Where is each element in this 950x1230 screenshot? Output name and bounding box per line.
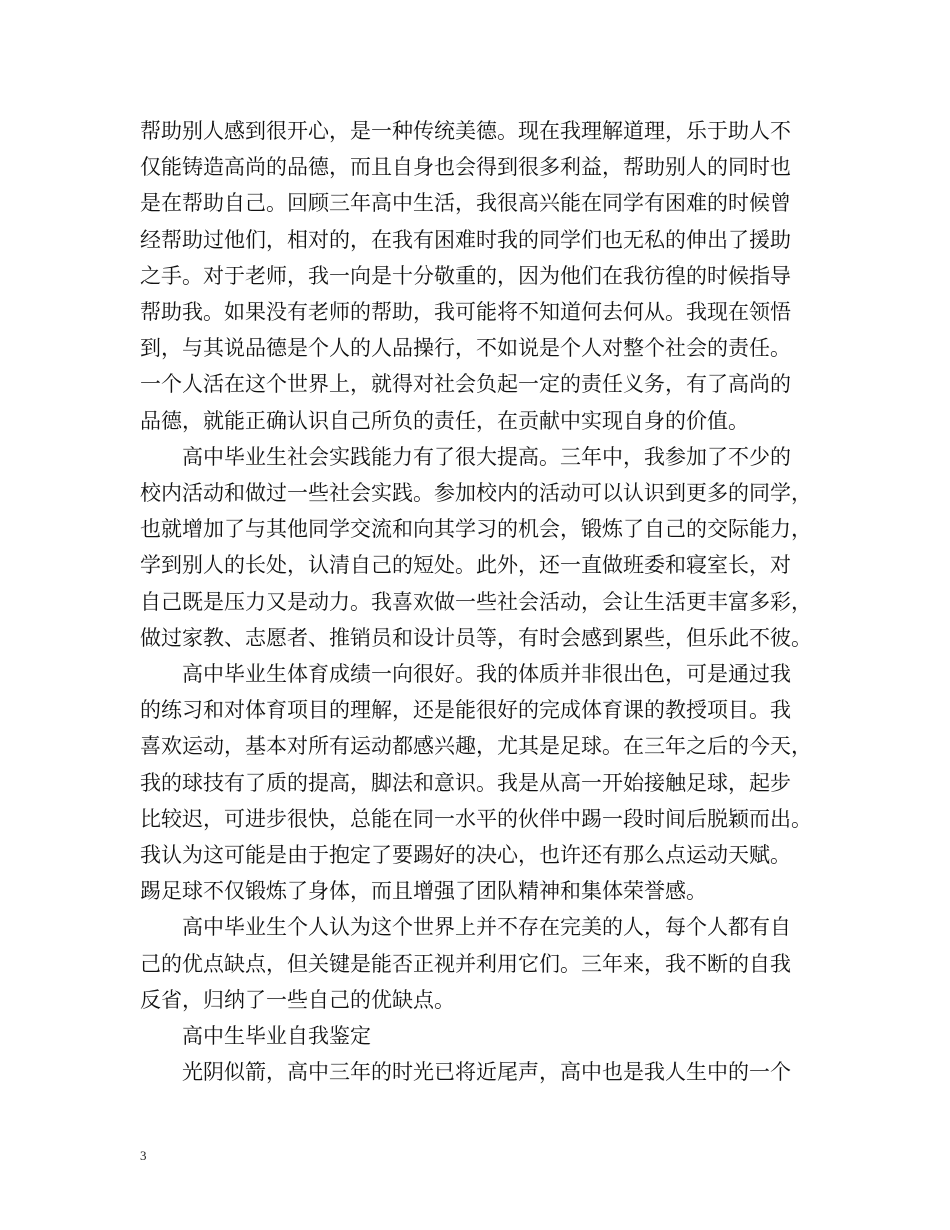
text-line: 我认为这可能是由于抱定了要踢好的决心，也许还有那么点运动天赋。 — [140, 843, 791, 867]
text-line: 喜欢运动，基本对所有运动都感兴趣，尤其是足球。在三年之后的今天， — [140, 734, 812, 758]
text-line: 高中毕业生社会实践能力有了很大提高。三年中，我参加了不少的 — [182, 445, 791, 469]
text-line: 一个人活在这个世界上，就得对社会负起一定的责任义务，有了高尚的 — [140, 372, 791, 396]
text-line: 品德，就能正确认识自己所负的责任，在贡献中实现自身的价值。 — [140, 409, 749, 433]
text-line: 高中毕业生体育成绩一向很好。我的体质并非很出色，可是通过我 — [182, 662, 791, 686]
text-line: 光阴似箭，高中三年的时光已将近尾声，高中也是我人生中的一个 — [182, 1060, 791, 1084]
text-line: 高中生毕业自我鉴定 — [182, 1024, 371, 1048]
text-line: 校内活动和做过一些社会实践。参加校内的活动可以认识到更多的同学， — [140, 481, 812, 505]
text-line: 也就增加了与其他同学交流和向其学习的机会，锻炼了自己的交际能力， — [140, 517, 812, 541]
text-line: 学到别人的长处，认清自己的短处。此外，还一直做班委和寝室长，对 — [140, 553, 791, 577]
text-line: 反省，归纳了一些自己的优缺点。 — [140, 988, 455, 1012]
text-line: 己的优点缺点，但关键是能否正视并利用它们。三年来，我不断的自我 — [140, 952, 791, 976]
text-line: 帮助别人感到很开心，是一种传统美德。现在我理解道理，乐于助人不 — [140, 119, 791, 143]
text-line: 的练习和对体育项目的理解，还是能很好的完成体育课的教授项目。我 — [140, 698, 791, 722]
text-line: 到，与其说品德是个人的人品操行，不如说是个人对整个社会的责任。 — [140, 336, 791, 360]
page-number: 3 — [140, 1148, 147, 1163]
text-line: 高中毕业生个人认为这个世界上并不存在完美的人，每个人都有自 — [182, 915, 791, 939]
text-line: 做过家教、志愿者、推销员和设计员等，有时会感到累些，但乐此不彼。 — [140, 626, 812, 650]
text-line: 仅能铸造高尚的品德，而且自身也会得到很多利益，帮助别人的同时也 — [140, 155, 791, 179]
text-line: 之手。对于老师，我一向是十分敬重的，因为他们在我彷徨的时候指导 — [140, 264, 791, 288]
text-line: 踢足球不仅锻炼了身体，而且增强了团队精神和集体荣誉感。 — [140, 879, 707, 903]
text-line: 帮助我。如果没有老师的帮助，我可能将不知道何去何从。我现在领悟 — [140, 300, 791, 324]
text-line: 自己既是压力又是动力。我喜欢做一些社会活动，会让生活更丰富多彩， — [140, 590, 812, 614]
text-line: 经帮助过他们，相对的，在我有困难时我的同学们也无私的伸出了援助 — [140, 228, 791, 252]
text-line: 是在帮助自己。回顾三年高中生活，我很高兴能在同学有困难的时候曾 — [140, 191, 791, 215]
text-line: 比较迟，可进步很快，总能在同一水平的伙伴中踢一段时间后脱颖而出。 — [140, 807, 812, 831]
text-line: 我的球技有了质的提高，脚法和意识。我是从高一开始接触足球，起步 — [140, 771, 791, 795]
